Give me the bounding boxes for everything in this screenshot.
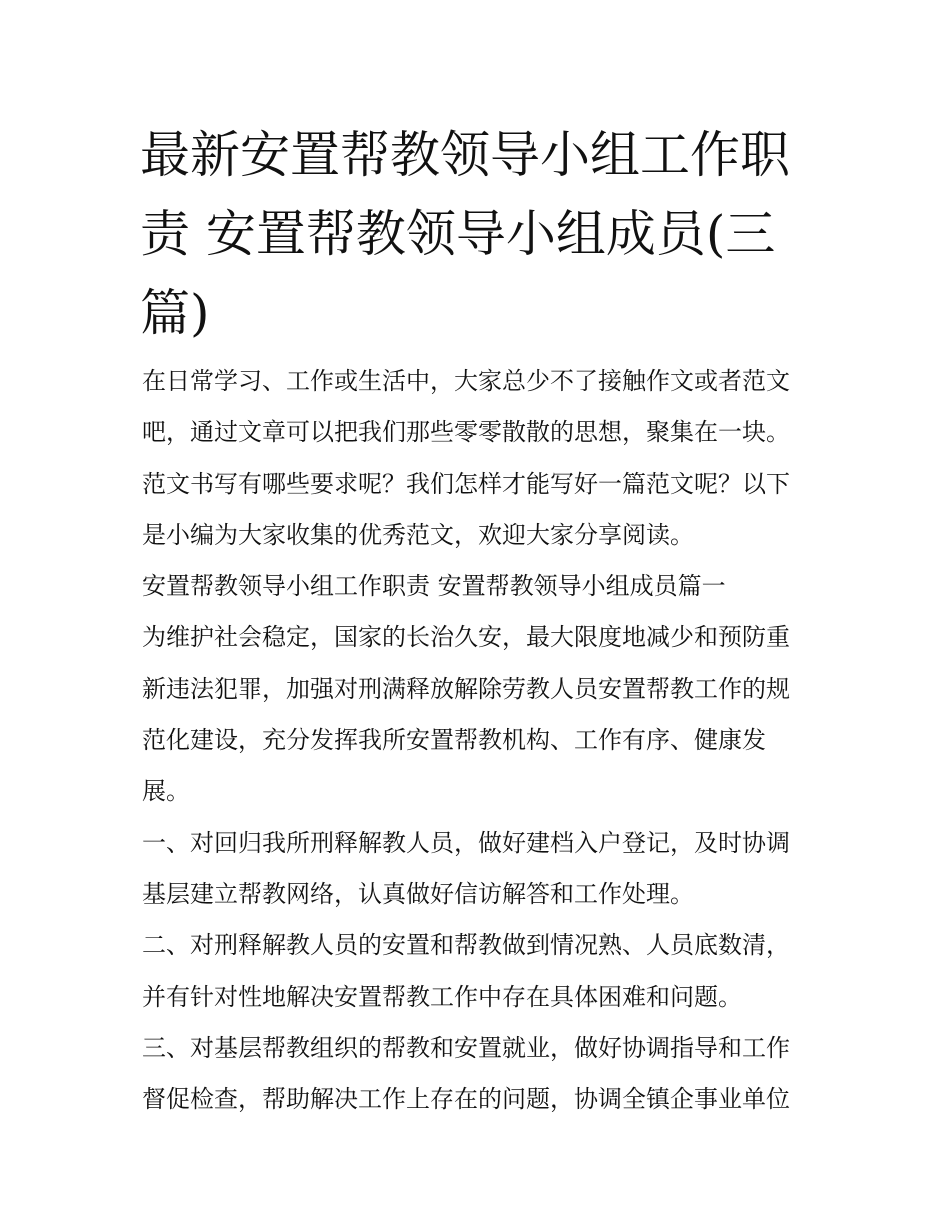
- body-line: 为维护社会稳定，国家的长治久安，最大限度地减少和预防重: [142, 623, 790, 652]
- body-line: 范文书写有哪些要求呢？我们怎样才能写好一篇范文呢？以下: [142, 469, 790, 498]
- list-item-line: 督促检查，帮助解决工作上存在的问题，协调全镇企事业单位: [142, 1085, 790, 1114]
- title-line: 责 安置帮教领导小组成员(三: [140, 205, 776, 263]
- list-item-line: 二、对刑释解教人员的安置和帮教做到情况熟、人员底数清，: [142, 931, 790, 960]
- section-heading: 安置帮教领导小组工作职责 安置帮教领导小组成员篇一: [142, 572, 726, 601]
- list-item-line: 一、对回归我所刑释解教人员，做好建档入户登记，及时协调: [142, 828, 790, 857]
- document-title: [140, 116, 820, 353]
- body-line: 在日常学习、工作或生活中，大家总少不了接触作文或者范文: [142, 367, 790, 395]
- body-line: 吧，通过文章可以把我们那些零零散散的思想，聚集在一块。: [142, 418, 790, 447]
- title-line: 最新安置帮教领导小组工作职: [140, 126, 790, 184]
- body-line: 范化建设，充分发挥我所安置帮教机构、工作有序、健康发: [142, 726, 766, 755]
- document-body: [142, 356, 832, 1125]
- title-line: 篇): [140, 284, 210, 342]
- list-item-line: 并有针对性地解决安置帮教工作中存在具体困难和问题。: [142, 982, 742, 1011]
- body-line: 新违法犯罪，加强对刑满释放解除劳教人员安置帮教工作的规: [142, 674, 790, 703]
- body-line: 展。: [142, 777, 190, 806]
- list-item-line: 基层建立帮教网络，认真做好信访解答和工作处理。: [142, 879, 694, 908]
- list-item-line: 三、对基层帮教组织的帮教和安置就业，做好协调指导和工作: [142, 1033, 790, 1062]
- body-line: 是小编为大家收集的优秀范文，欢迎大家分享阅读。: [142, 520, 694, 549]
